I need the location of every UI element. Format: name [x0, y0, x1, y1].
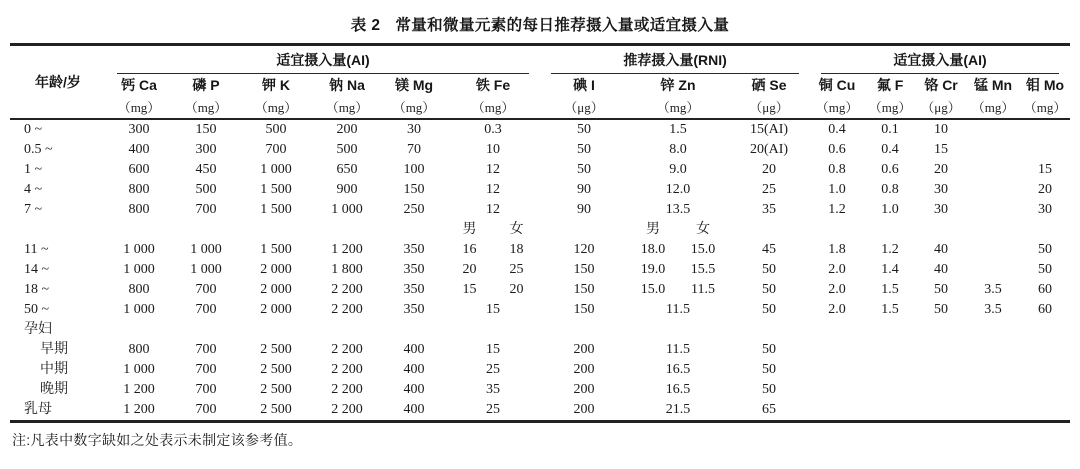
table-cell: 50 [762, 262, 777, 277]
table-cell [810, 340, 864, 360]
table-cell: 50 [934, 282, 949, 297]
table-cell: 350 [403, 242, 425, 257]
table-cell [172, 220, 240, 240]
table-cell [106, 220, 172, 240]
table-row [10, 340, 1070, 360]
table-cell [966, 140, 1020, 160]
row-label: 0.5 ~ [24, 142, 53, 157]
table-row [10, 380, 1070, 400]
table-cell: 8.0 [669, 142, 687, 157]
table-cell [966, 340, 1020, 360]
table-cell: 3.5 [984, 302, 1002, 317]
column-header: 钼 Mo （mg） [1020, 74, 1070, 119]
table-cell: 11.5 [691, 282, 716, 297]
table-row [10, 240, 1070, 260]
table-cell: 300 [128, 122, 150, 137]
table-cell [966, 200, 1020, 220]
table-cell: 15.5 [690, 262, 716, 277]
table-cell: 2 000 [260, 262, 292, 277]
table-cell [1020, 119, 1070, 140]
table-cell: 50 [762, 342, 777, 357]
table-cell: 12.0 [665, 182, 691, 197]
table-cell: 0.3 [484, 122, 502, 137]
table-cell: 1.5 [881, 282, 899, 297]
row-label: 14 ~ [24, 262, 50, 277]
table-cell: 0.1 [881, 122, 899, 137]
column-header: 钠 Na （mg） [312, 74, 382, 119]
row-label: 7 ~ [24, 202, 43, 217]
table-cell: 30 [934, 202, 949, 217]
table-cell: 150 [403, 182, 425, 197]
table-cell: 20 [509, 282, 524, 297]
table-cell [810, 220, 864, 240]
table-cell: 500 [195, 182, 217, 197]
table-row [10, 300, 1070, 320]
table-row [10, 119, 1070, 140]
table-cell [864, 400, 916, 422]
column-header: 锌 Zn （mg） [628, 74, 728, 119]
column-header: 铬 Cr （μg） [916, 74, 966, 119]
table-body [10, 119, 1070, 422]
table-cell: 450 [195, 162, 217, 177]
table-cell: 1.0 [881, 202, 899, 217]
table-cell [864, 220, 916, 240]
table-cell: 1.0 [828, 182, 846, 197]
table-cell: 12 [486, 202, 501, 217]
table-cell: 1 000 [331, 202, 363, 217]
table-cell: 15.0 [640, 282, 666, 297]
table-cell: 女 [509, 222, 524, 237]
column-header: 镁 Mg （mg） [382, 74, 446, 119]
table-cell [966, 260, 1020, 280]
table-cell: 0.4 [881, 142, 899, 157]
table-cell: 700 [195, 362, 217, 377]
table-cell: 1 000 [123, 302, 155, 317]
table-title-text: 常量和微量元素的每日推荐摄入量或适宜摄入量 [395, 17, 730, 34]
table-cell: 350 [403, 262, 425, 277]
table-cell: 25 [509, 262, 524, 277]
table-cell: 2.0 [828, 262, 846, 277]
table-cell: 16.5 [665, 362, 691, 377]
table-cell: 100 [403, 162, 425, 177]
table-cell [916, 380, 966, 400]
table-cell: 40 [934, 262, 949, 277]
table-cell: 45 [762, 242, 777, 257]
row-label: 早期 [40, 342, 68, 357]
table-cell: 2 200 [331, 342, 363, 357]
column-header-row [10, 74, 1070, 119]
table-cell [966, 380, 1020, 400]
table-cell: 300 [195, 142, 217, 157]
row-label: 11 ~ [24, 242, 49, 257]
table-cell [864, 380, 916, 400]
table-cell: 50 [1038, 262, 1053, 277]
table-cell: 50 [934, 302, 949, 317]
column-header: 碘 I （μg） [540, 74, 628, 119]
table-cell: 350 [403, 302, 425, 317]
table-cell: 10 [934, 122, 949, 137]
table-cell: 60 [1038, 282, 1053, 297]
table-cell: 0.8 [828, 162, 846, 177]
row-label [10, 220, 106, 240]
table-cell: 0.6 [881, 162, 899, 177]
table-cell: 50 [762, 382, 777, 397]
table-cell: 20(AI) [749, 142, 789, 157]
table-cell [916, 360, 966, 380]
table-cell: 250 [403, 202, 425, 217]
table-cell: 0.8 [881, 182, 899, 197]
table-row [10, 280, 1070, 300]
table-cell [810, 400, 864, 422]
table-cell: 1 500 [260, 242, 292, 257]
table-cell: 2 200 [331, 282, 363, 297]
table-cell: 150 [573, 262, 595, 277]
table-cell: 900 [336, 182, 358, 197]
table-cell: 11.5 [666, 302, 691, 317]
table-cell: 1.5 [669, 122, 687, 137]
table-cell: 1.4 [881, 262, 899, 277]
table-cell: 50 [762, 282, 777, 297]
table-cell: 男 [462, 222, 477, 237]
row-label: 中期 [40, 362, 68, 377]
column-header: 硒 Se （μg） [728, 74, 810, 119]
table-row [10, 160, 1070, 180]
table-cell [966, 240, 1020, 260]
column-group-header: 推荐摄入量(RNI) [540, 45, 810, 75]
table-cell [106, 320, 1070, 340]
table-cell [966, 160, 1020, 180]
table-cell: 50 [762, 302, 777, 317]
table-cell: 1 200 [123, 402, 155, 417]
table-cell: 700 [195, 302, 217, 317]
table-cell: 35 [762, 202, 777, 217]
table-row [10, 260, 1070, 280]
table-cell: 350 [403, 282, 425, 297]
table-cell: 19.0 [640, 262, 666, 277]
table-cell: 9.0 [669, 162, 687, 177]
table-cell: 700 [265, 142, 287, 157]
table-cell [540, 220, 628, 240]
table-cell: 15 [486, 342, 501, 357]
table-cell: 1.2 [881, 242, 899, 257]
table-cell: 21.5 [665, 402, 691, 417]
row-label: 1 ~ [24, 162, 43, 177]
table-cell: 700 [195, 382, 217, 397]
table-cell: 50 [577, 142, 592, 157]
table-cell: 200 [573, 382, 595, 397]
group-header-row [10, 45, 1070, 75]
table-cell: 30 [934, 182, 949, 197]
table-cell [810, 360, 864, 380]
table-cell: 400 [403, 402, 425, 417]
table-cell: 15(AI) [749, 122, 789, 137]
column-header: 铜 Cu （mg） [810, 74, 864, 119]
table-cell: 700 [195, 402, 217, 417]
table-cell: 800 [128, 342, 150, 357]
table-cell: 25 [486, 402, 501, 417]
row-label: 晚期 [40, 382, 68, 397]
table-cell: 600 [128, 162, 150, 177]
table-cell: 30 [407, 122, 421, 137]
table-cell: 3.5 [984, 282, 1002, 297]
table-cell: 1 000 [123, 362, 155, 377]
table-cell [1020, 380, 1070, 400]
table-row [10, 180, 1070, 200]
table-cell [864, 360, 916, 380]
table-cell: 800 [128, 182, 150, 197]
row-label: 50 ~ [24, 302, 50, 317]
table-cell: 15 [934, 142, 949, 157]
table-cell: 18.0 [640, 242, 666, 257]
table-cell [1020, 400, 1070, 422]
column-header: 磷 P （mg） [172, 74, 240, 119]
table-cell: 女 [696, 222, 711, 237]
table-cell: 90 [577, 202, 592, 217]
table-cell: 13.5 [665, 202, 691, 217]
table-cell: 0.6 [828, 142, 846, 157]
table-cell: 1.5 [881, 302, 899, 317]
table-cell [240, 220, 312, 240]
table-row [10, 220, 1070, 240]
table-cell: 15.0 [690, 242, 716, 257]
table-cell: 700 [195, 342, 217, 357]
table-cell: 400 [403, 382, 425, 397]
table-cell: 50 [577, 122, 592, 137]
table-cell: 1 200 [123, 382, 155, 397]
table-cell [966, 180, 1020, 200]
table-cell [966, 400, 1020, 422]
table-cell: 16.5 [665, 382, 691, 397]
table-cell: 2 200 [331, 382, 363, 397]
table-cell: 700 [195, 282, 217, 297]
table-row [10, 140, 1070, 160]
table-cell: 200 [573, 342, 595, 357]
table-note: 注:凡表中数字缺如之处表示未制定该参考值。 [12, 432, 303, 448]
table-cell: 20 [1038, 182, 1053, 197]
column-group-header: 适宜摄入量(AI) [106, 45, 540, 75]
table-cell [864, 340, 916, 360]
table-cell: 1 000 [190, 242, 222, 257]
table-cell [1020, 140, 1070, 160]
table-cell: 400 [128, 142, 150, 157]
table-cell: 40 [934, 242, 949, 257]
table-cell: 2 200 [331, 302, 363, 317]
table-cell: 120 [573, 242, 595, 257]
table-cell [382, 220, 446, 240]
table-title-label: 表 2 [350, 17, 381, 34]
table-cell: 15 [1038, 162, 1053, 177]
column-header: 锰 Mn （mg） [966, 74, 1020, 119]
table-cell: 2 500 [260, 342, 292, 357]
table-cell: 500 [265, 122, 287, 137]
table-cell: 2 500 [260, 382, 292, 397]
table-row [10, 320, 1070, 340]
table-cell: 12 [486, 182, 501, 197]
table-cell: 800 [128, 202, 150, 217]
table-cell: 2 200 [331, 362, 363, 377]
row-label: 18 ~ [24, 282, 50, 297]
table-cell: 200 [573, 362, 595, 377]
table-cell: 2.0 [828, 282, 846, 297]
table-cell: 700 [195, 202, 217, 217]
table-cell: 800 [128, 282, 150, 297]
table-cell [916, 340, 966, 360]
table-title [0, 0, 1080, 43]
table-cell: 10 [486, 142, 501, 157]
table-cell: 2.0 [828, 302, 846, 317]
table-cell: 70 [407, 142, 421, 157]
table-cell: 50 [762, 362, 777, 377]
table-cell: 1 000 [123, 242, 155, 257]
table-cell: 50 [1038, 242, 1053, 257]
table-cell: 35 [486, 382, 501, 397]
row-label: 乳母 [24, 402, 52, 417]
table-cell: 150 [573, 282, 595, 297]
table-cell: 150 [195, 122, 217, 137]
table-cell: 500 [336, 142, 358, 157]
table-cell: 15 [486, 302, 501, 317]
table-cell: 25 [486, 362, 501, 377]
table-cell: 400 [403, 342, 425, 357]
table-cell [966, 220, 1020, 240]
nutrition-intake-table [10, 43, 1070, 423]
column-group-header: 适宜摄入量(AI) [810, 45, 1070, 75]
column-header: 钾 K （mg） [240, 74, 312, 119]
table-cell: 20 [462, 262, 477, 277]
column-header: 钙 Ca （mg） [106, 74, 172, 119]
row-label: 4 ~ [24, 182, 43, 197]
table-cell: 16 [462, 242, 477, 257]
table-cell: 2 200 [331, 402, 363, 417]
table-cell: 1.8 [828, 242, 846, 257]
table-cell: 90 [577, 182, 592, 197]
table-cell: 1 500 [260, 182, 292, 197]
table-cell: 60 [1038, 302, 1053, 317]
table-cell: 1.2 [828, 202, 846, 217]
table-cell: 12 [486, 162, 501, 177]
table-cell [916, 220, 966, 240]
table-cell [810, 380, 864, 400]
table-cell: 1 000 [260, 162, 292, 177]
table-cell [1020, 360, 1070, 380]
table-cell: 200 [573, 402, 595, 417]
table-cell: 20 [934, 162, 949, 177]
table-row [10, 360, 1070, 380]
table-cell: 18 [509, 242, 524, 257]
table-cell: 20 [762, 162, 777, 177]
table-cell [728, 220, 810, 240]
age-column-header: 年龄/岁 [10, 45, 106, 120]
table-cell: 2 500 [260, 402, 292, 417]
column-header: 铁 Fe （mg） [446, 74, 540, 119]
table-cell: 150 [573, 302, 595, 317]
table-cell [1020, 340, 1070, 360]
table-cell: 1 800 [331, 262, 363, 277]
table-cell [966, 119, 1020, 140]
table-cell [312, 220, 382, 240]
table-cell: 30 [1038, 202, 1053, 217]
table-cell: 1 000 [123, 262, 155, 277]
table-cell: 25 [762, 182, 777, 197]
table-cell [916, 400, 966, 422]
table-cell: 11.5 [666, 342, 691, 357]
table-cell: 650 [336, 162, 358, 177]
table-cell: 1 200 [331, 242, 363, 257]
table-cell: 15 [462, 282, 477, 297]
column-header: 氟 F （mg） [864, 74, 916, 119]
table-row [10, 200, 1070, 220]
table-row [10, 400, 1070, 422]
table-cell: 1 500 [260, 202, 292, 217]
table-cell: 65 [762, 402, 777, 417]
table-cell: 男 [646, 222, 661, 237]
table-cell: 50 [577, 162, 592, 177]
table-cell [1020, 220, 1070, 240]
table-cell: 400 [403, 362, 425, 377]
table-cell: 200 [336, 122, 358, 137]
row-label: 孕妇 [24, 322, 52, 337]
table-cell: 2 500 [260, 362, 292, 377]
table-cell: 0.4 [828, 122, 846, 137]
row-label: 0 ~ [24, 122, 43, 137]
table-cell [966, 360, 1020, 380]
table-cell: 1 000 [190, 262, 222, 277]
table-cell: 2 000 [260, 302, 292, 317]
table-cell: 2 000 [260, 282, 292, 297]
